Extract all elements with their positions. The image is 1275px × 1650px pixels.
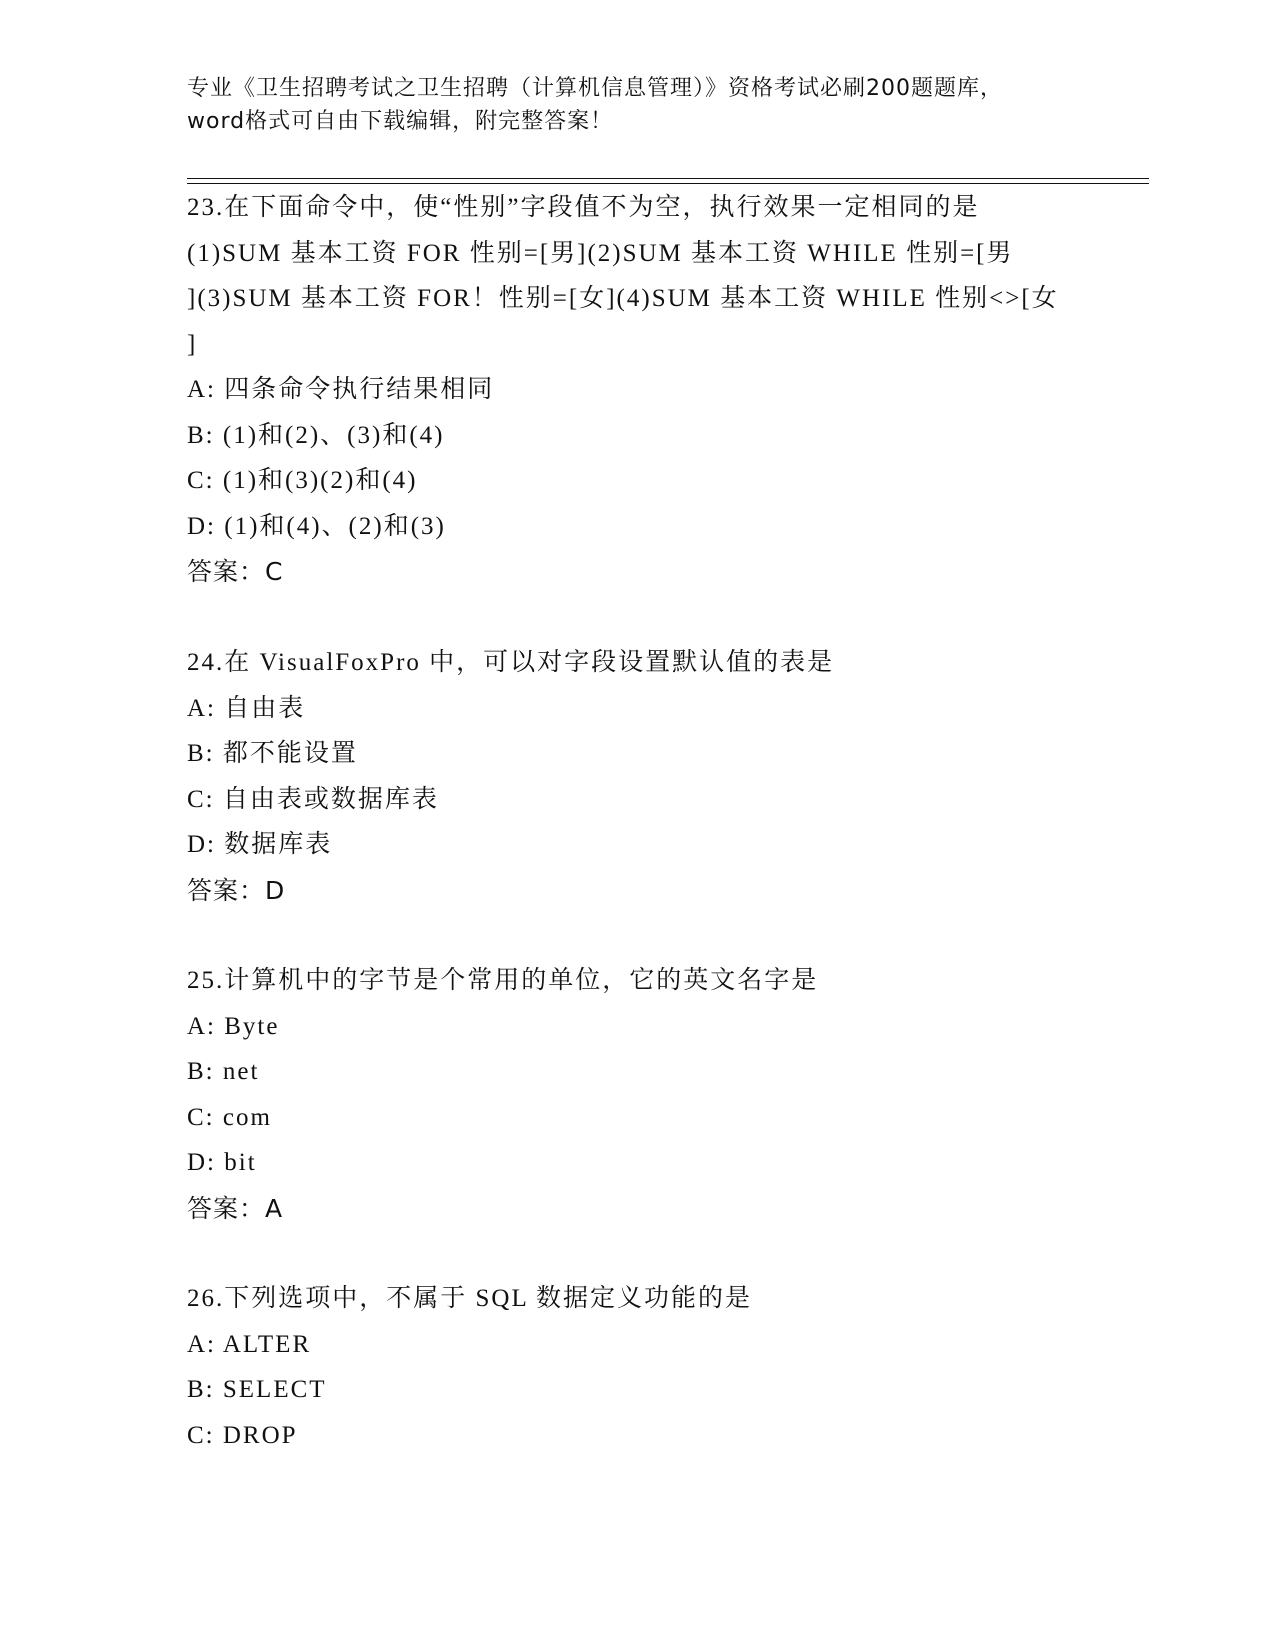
document-header <box>187 72 1087 138</box>
option-c: C: 自由表或数据库表 <box>187 785 439 813</box>
answer-label: 答案：A <box>187 1193 284 1223</box>
option-d: D: 数据库表 <box>187 831 333 858</box>
option-a: A: ALTER <box>187 1330 312 1358</box>
header-line-2: word格式可自由下载编辑，附完整答案！ <box>187 109 614 134</box>
option-a: A: 四条命令执行结果相同 <box>187 376 495 403</box>
question-text-line: ] <box>187 330 198 358</box>
option-d: D: bit <box>187 1149 257 1176</box>
option-d: D: (1)和(4)、(2)和(3) <box>187 512 446 540</box>
question-text-line: ](3)SUM 基本工资 FOR！性别=[女](4)SUM 基本工资 WHILE 性别<>[女 <box>187 285 1059 312</box>
option-b: B: (1)和(2)、(3)和(4) <box>187 421 445 449</box>
question-23 <box>187 185 1087 595</box>
option-b: B: SELECT <box>187 1376 327 1403</box>
question-text-line: 23.在下面命令中，使“性别”字段值不为空，执行效果一定相同的是 <box>187 194 980 221</box>
option-a: A: Byte <box>187 1012 280 1040</box>
option-c: C: (1)和(3)(2)和(4) <box>187 467 418 494</box>
option-a: A: 自由表 <box>187 694 306 722</box>
question-24 <box>187 640 1087 913</box>
answer-label: 答案：C <box>187 557 284 586</box>
question-text-line: 24.在 VisualFoxPro 中，可以对字段设置默认值的表是 <box>187 649 835 676</box>
option-c: C: com <box>187 1103 272 1131</box>
question-text-line: (1)SUM 基本工资 FOR 性别=[男](2)SUM 基本工资 WHILE 性别=[男 <box>187 239 1014 267</box>
question-26 <box>187 1276 1087 1458</box>
question-25 <box>187 958 1087 1231</box>
header-divider-bottom <box>187 183 1149 184</box>
option-b: B: net <box>187 1058 260 1085</box>
header-line-1: 专业《卫生招聘考试之卫生招聘（计算机信息管理）》资格考试必刷200题题库， <box>187 76 1003 101</box>
question-text-line: 25.计算机中的字节是个常用的单位，它的英文名字是 <box>187 967 819 994</box>
answer-label: 答案：D <box>187 875 286 905</box>
header-divider-top <box>187 178 1149 179</box>
question-text-line: 26.下列选项中，不属于 SQL 数据定义功能的是 <box>187 1285 753 1312</box>
option-c: C: DROP <box>187 1421 298 1449</box>
option-b: B: 都不能设置 <box>187 740 358 767</box>
